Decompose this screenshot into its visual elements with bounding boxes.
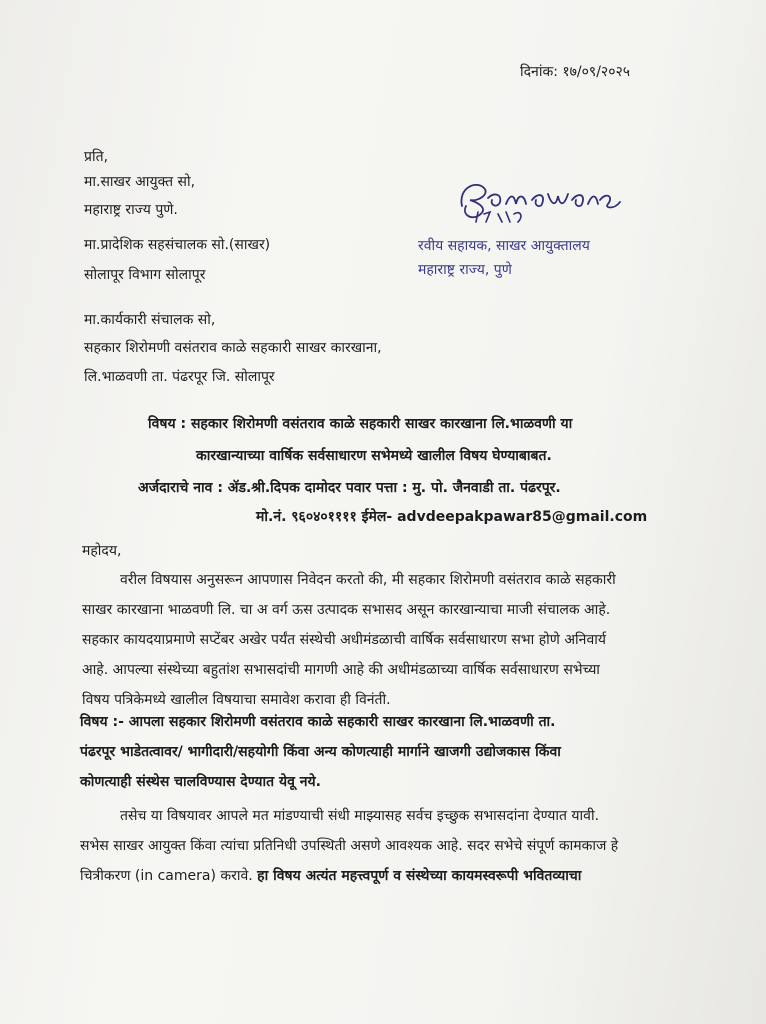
p3-line [80, 861, 618, 891]
body-paragraph-1 [82, 565, 616, 715]
received-stamp [418, 176, 648, 278]
p1-line: साखर कारखाना भाळवणी लि. चा अ वर्ग ऊस उत्पादक सभासद असून कारखान्याचा माजी संचालक आहे. [82, 602, 611, 618]
p2-line: विषय :- आपला सहकार शिरोमणी वसंतराव काळे सहकारी साखर कारखाना लि.भाळवणी ता. [80, 714, 556, 730]
recipient2-line2: सोलापूर विभाग सोलापूर [84, 267, 206, 283]
stamp-line2: महाराष्ट्र राज्य, पुणे [418, 262, 512, 278]
recipient3-line2: सहकार शिरोमणी वसंतराव काळे सहकारी साखर कारखाना, [84, 340, 382, 356]
p3-line-part: चित्रीकरण (in camera) करावे. [80, 868, 253, 884]
p1-line: वरील विषयास अनुसरून आपणास निवेदन करतो की, मी सहकार शिरोमणी वसंतराव काळे सहकारी [120, 572, 616, 588]
stamp-line1: रवीय सहायक, साखर आयुक्तालय [418, 238, 590, 254]
applicant-contact: मो.नं. ९६०४०११११ ईमेल- advdeepakpawar85@gmail.com [256, 509, 648, 525]
body-paragraph-subject [80, 707, 561, 797]
p1-line: सहकार कायदयाप्रमाणे सप्टेंबर अखेर पर्यंत संस्थेची अधीमंडळाची वार्षिक सर्वसाधारण सभा होणे अनिवार्य [82, 632, 606, 648]
applicant-name-address: अर्जदाराचे नाव : ॲड.श्री.दिपक दामोदर पवार पत्ता : मु. पो. जैनवाडी ता. पंढरपूर. [138, 480, 561, 496]
salutation: महोदय, [82, 543, 122, 559]
recipient2-line1: मा.प्रादेशिक सहसंचालक सो.(साखर) [84, 237, 271, 253]
recipient3-line3: लि.भाळवणी ता. पंढरपूर जि. सोलापूर [84, 369, 275, 385]
subject-line2: कारखान्याच्या वार्षिक सर्वसाधारण सभेमध्ये खालील विषय घेण्याबाबत. [196, 448, 552, 464]
prati-label: प्रति, [84, 149, 109, 165]
p3-line: तसेच या विषयावर आपले मत मांडण्याची संधी माझ्यासह सर्वच इच्छुक सभासदांना देण्यात यावी. [120, 808, 600, 824]
p3-line-emphasis: हा विषय अत्यंत महत्त्वपूर्ण व संस्थेच्या कायमस्वरूपी भवितव्याचा [257, 868, 582, 884]
body-paragraph-3 [80, 801, 618, 891]
letter-date: दिनांक: १७/०९/२०२५ [520, 64, 631, 80]
p1-line: आहे. आपल्या संस्थेच्या बहुतांश सभासदांची मागणी आहे की अधीमंडळाच्या वार्षिक सर्वसाधारण सभेच्या [82, 662, 600, 678]
recipient1-line1: मा.साखर आयुक्त सो, [84, 174, 196, 190]
p3-line: सभेस साखर आयुक्त किंवा त्यांचा प्रतिनिधी उपस्थिती असणे आवश्यक आहे. सदर सभेचे संपूर्ण कामकाज हे [80, 838, 619, 854]
p2-line: पंढरपूर भाडेतत्वावर/ भागीदारी/सहयोगी किंवा अन्य कोणत्याही मार्गाने खाजगी उद्योजकास किंवा [80, 744, 561, 760]
p2-line: कोणत्याही संस्थेस चालविण्यास देण्यात येवू नये. [80, 774, 321, 790]
handwritten-signature [448, 176, 648, 226]
recipient3-line1: मा.कार्यकारी संचालक सो, [84, 312, 216, 328]
p1-line: विषय पत्रिकेमध्ये खालील विषयाचा समावेश करावा ही विनंती. [82, 692, 391, 708]
recipient1-line2: महाराष्ट्र राज्य पुणे. [84, 202, 178, 218]
subject-line1: विषय : सहकार शिरोमणी वसंतराव काळे सहकारी साखर कारखाना लि.भाळवणी या [148, 416, 573, 432]
